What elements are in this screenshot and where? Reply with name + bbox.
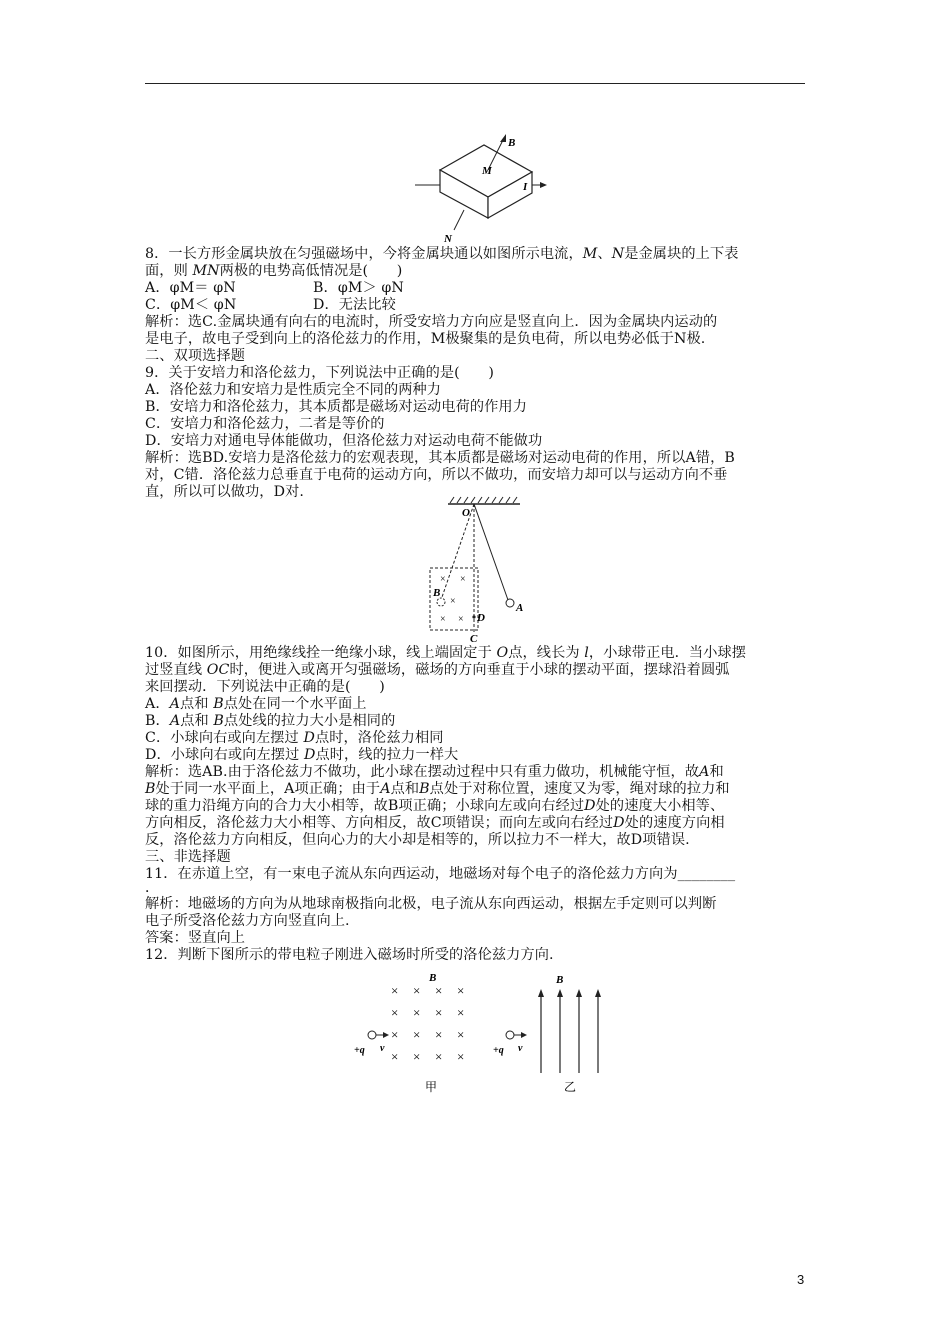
q11-answer: 答案：竖直向上 [145, 930, 246, 946]
q9-analysis-2: 对，C错．洛伦兹力总垂直于电荷的运动方向，所以不做功，而安培力却可以与运动方向不垂 [145, 467, 728, 483]
label-I: I [523, 181, 528, 193]
q9-analysis-1: 解析：选BD.安培力是洛伦兹力的宏观表现，其本质都是磁场对运动电荷的作用，所以A错，B [145, 450, 735, 466]
label-B-jia: B [429, 972, 437, 984]
q9-analysis-3: 直，所以可以做功，D对. [145, 484, 304, 500]
q8-line-1: 8．一长方形金属块放在匀强磁场中，今将金属块通以如图所示电流，M、N是金属块的上下表 [145, 246, 739, 262]
field-cross: × [413, 983, 421, 998]
q11-analysis-1: 解析：地磁场的方向为从地球南极指向北极，电子流从东向西运动，根据左手定则可以判断 [145, 896, 717, 912]
field-cross: × [457, 1027, 465, 1042]
header-rule [145, 83, 805, 84]
label-v-yi: v [518, 1043, 523, 1054]
field-cross: × [458, 614, 464, 625]
label-B: B [433, 587, 441, 599]
label-jia: 甲 [425, 1080, 438, 1094]
q10-stem-3: 来回摆动．下列说法中正确的是( ) [145, 679, 385, 695]
label-q-jia: +q [354, 1045, 365, 1056]
field-cross: × [413, 1049, 421, 1064]
q10-stem-2: 过竖直线 OC时，便进入或离开匀强磁场，磁场的方向垂直于小球的摆动平面，摆球沿着圆弧 [145, 662, 730, 678]
page-number: 3 [797, 1272, 805, 1287]
q10-analysis-1: 解析：选AB.由于洛伦兹力不做功，此小球在摆动过程中只有重力做功，机械能守恒，故A和 [145, 764, 724, 780]
field-cross: × [413, 1005, 421, 1020]
section-three-heading: 三、非选择题 [145, 849, 231, 865]
q9-option-c: C．安培力和洛伦兹力，二者是等价的 [145, 416, 385, 432]
q10-option-c: C．小球向右或向左摆过 D点时，洛伦兹力相同 [145, 730, 444, 746]
field-cross: × [440, 614, 446, 625]
q12-stem: 12．判断下图所示的带电粒子刚进入磁场时所受的洛伦兹力方向. [145, 947, 554, 963]
field-cross: × [391, 983, 399, 998]
field-cross: × [435, 1005, 443, 1020]
q10-analysis-5: 反，洛伦兹力方向相反，但向心力的大小却是相等的，所以拉力不一样大，故D项错误. [145, 832, 690, 848]
label-O: O [462, 507, 470, 519]
field-cross: × [391, 1027, 399, 1042]
metal-block-figure [410, 130, 550, 245]
q11-stem-end: ． [145, 880, 160, 896]
field-cross: × [435, 1027, 443, 1042]
q10-analysis-3: 球的重力沿绳方向的合力大小相等，故B项正确；小球向左或向右经过D处的速度大小相等、 [145, 798, 725, 814]
q8-analysis-1: 解析：选C.金属块通有向右的电流时，所受安培力方向应是竖直向上．因为金属块内运动的 [145, 314, 718, 330]
label-N: N [444, 233, 452, 245]
label-M: M [482, 165, 492, 177]
q10-option-d: D．小球向右或向左摆过 D点时，线的拉力一样大 [145, 747, 459, 763]
field-cross: × [391, 1005, 399, 1020]
pendulum-figure [420, 494, 550, 644]
q10-option-b: B．A点和 B点处线的拉力大小是相同的 [145, 713, 396, 729]
label-B: B [508, 137, 516, 149]
q8-line-2: 面，则 MN两极的电势高低情况是( ) [145, 263, 403, 279]
label-v-jia: v [380, 1043, 385, 1054]
q9-stem: 9．关于安培力和洛伦兹力，下列说法中正确的是( ) [145, 365, 495, 381]
q11-analysis-2: 电子所受洛伦兹力方向竖直向上. [145, 913, 350, 929]
q8-option-d: D．无法比较 [313, 297, 396, 313]
q9-option-b: B．安培力和洛伦兹力，其本质都是磁场对运动电荷的作用力 [145, 399, 528, 415]
label-B-yi: B [556, 974, 564, 986]
field-cross: × [440, 574, 446, 585]
q9-option-a: A．洛伦兹力和安培力是性质完全不同的两种力 [145, 382, 442, 398]
q8-option-b: B．φM＞ φN [313, 280, 404, 296]
field-cross: × [457, 983, 465, 998]
field-cross: × [391, 1049, 399, 1064]
label-D: D [477, 612, 485, 624]
field-cross: × [460, 574, 466, 585]
label-q-yi: +q [493, 1045, 504, 1056]
q10-stem-1: 10．如图所示，用绝缘线拴一绝缘小球，线上端固定于 O点，线长为 l，小球带正电．当小球摆 [145, 645, 747, 661]
section-two-heading: 二、双项选择题 [145, 348, 246, 364]
q9-option-d: D．安培力对通电导体能做功，但洛伦兹力对运动电荷不能做功 [145, 433, 543, 449]
field-figures [350, 965, 620, 1095]
label-A: A [516, 602, 524, 614]
q10-analysis-4: 方向相反，洛伦兹力大小相等、方向相反，故C项错误；而向左或向右经过D处的速度方向相 [145, 815, 725, 831]
field-cross: × [435, 983, 443, 998]
q8-analysis-2: 是电子，故电子受到向上的洛伦兹力的作用，M极聚集的是负电荷，所以电势必低于N极. [145, 331, 706, 347]
label-C: C [470, 633, 478, 644]
label-yi: 乙 [564, 1080, 577, 1094]
field-cross: × [413, 1027, 421, 1042]
q8-option-c: C．φM＜ φN [145, 297, 237, 313]
field-cross: × [457, 1005, 465, 1020]
field-cross: × [457, 1049, 465, 1064]
q11-stem: 11．在赤道上空，有一束电子流从东向西运动，地磁场对每个电子的洛伦兹力方向为________ [145, 866, 736, 882]
q10-analysis-2: B处于同一水平面上，A项正确；由于A点和B点处于对称位置，速度又为零，绳对球的拉力和 [145, 781, 730, 797]
q8-option-a: A．φM＝ φN [145, 280, 236, 296]
q10-option-a: A．A点和 B点处在同一个水平面上 [145, 696, 367, 712]
field-cross: × [435, 1049, 443, 1064]
field-cross: × [450, 596, 456, 607]
